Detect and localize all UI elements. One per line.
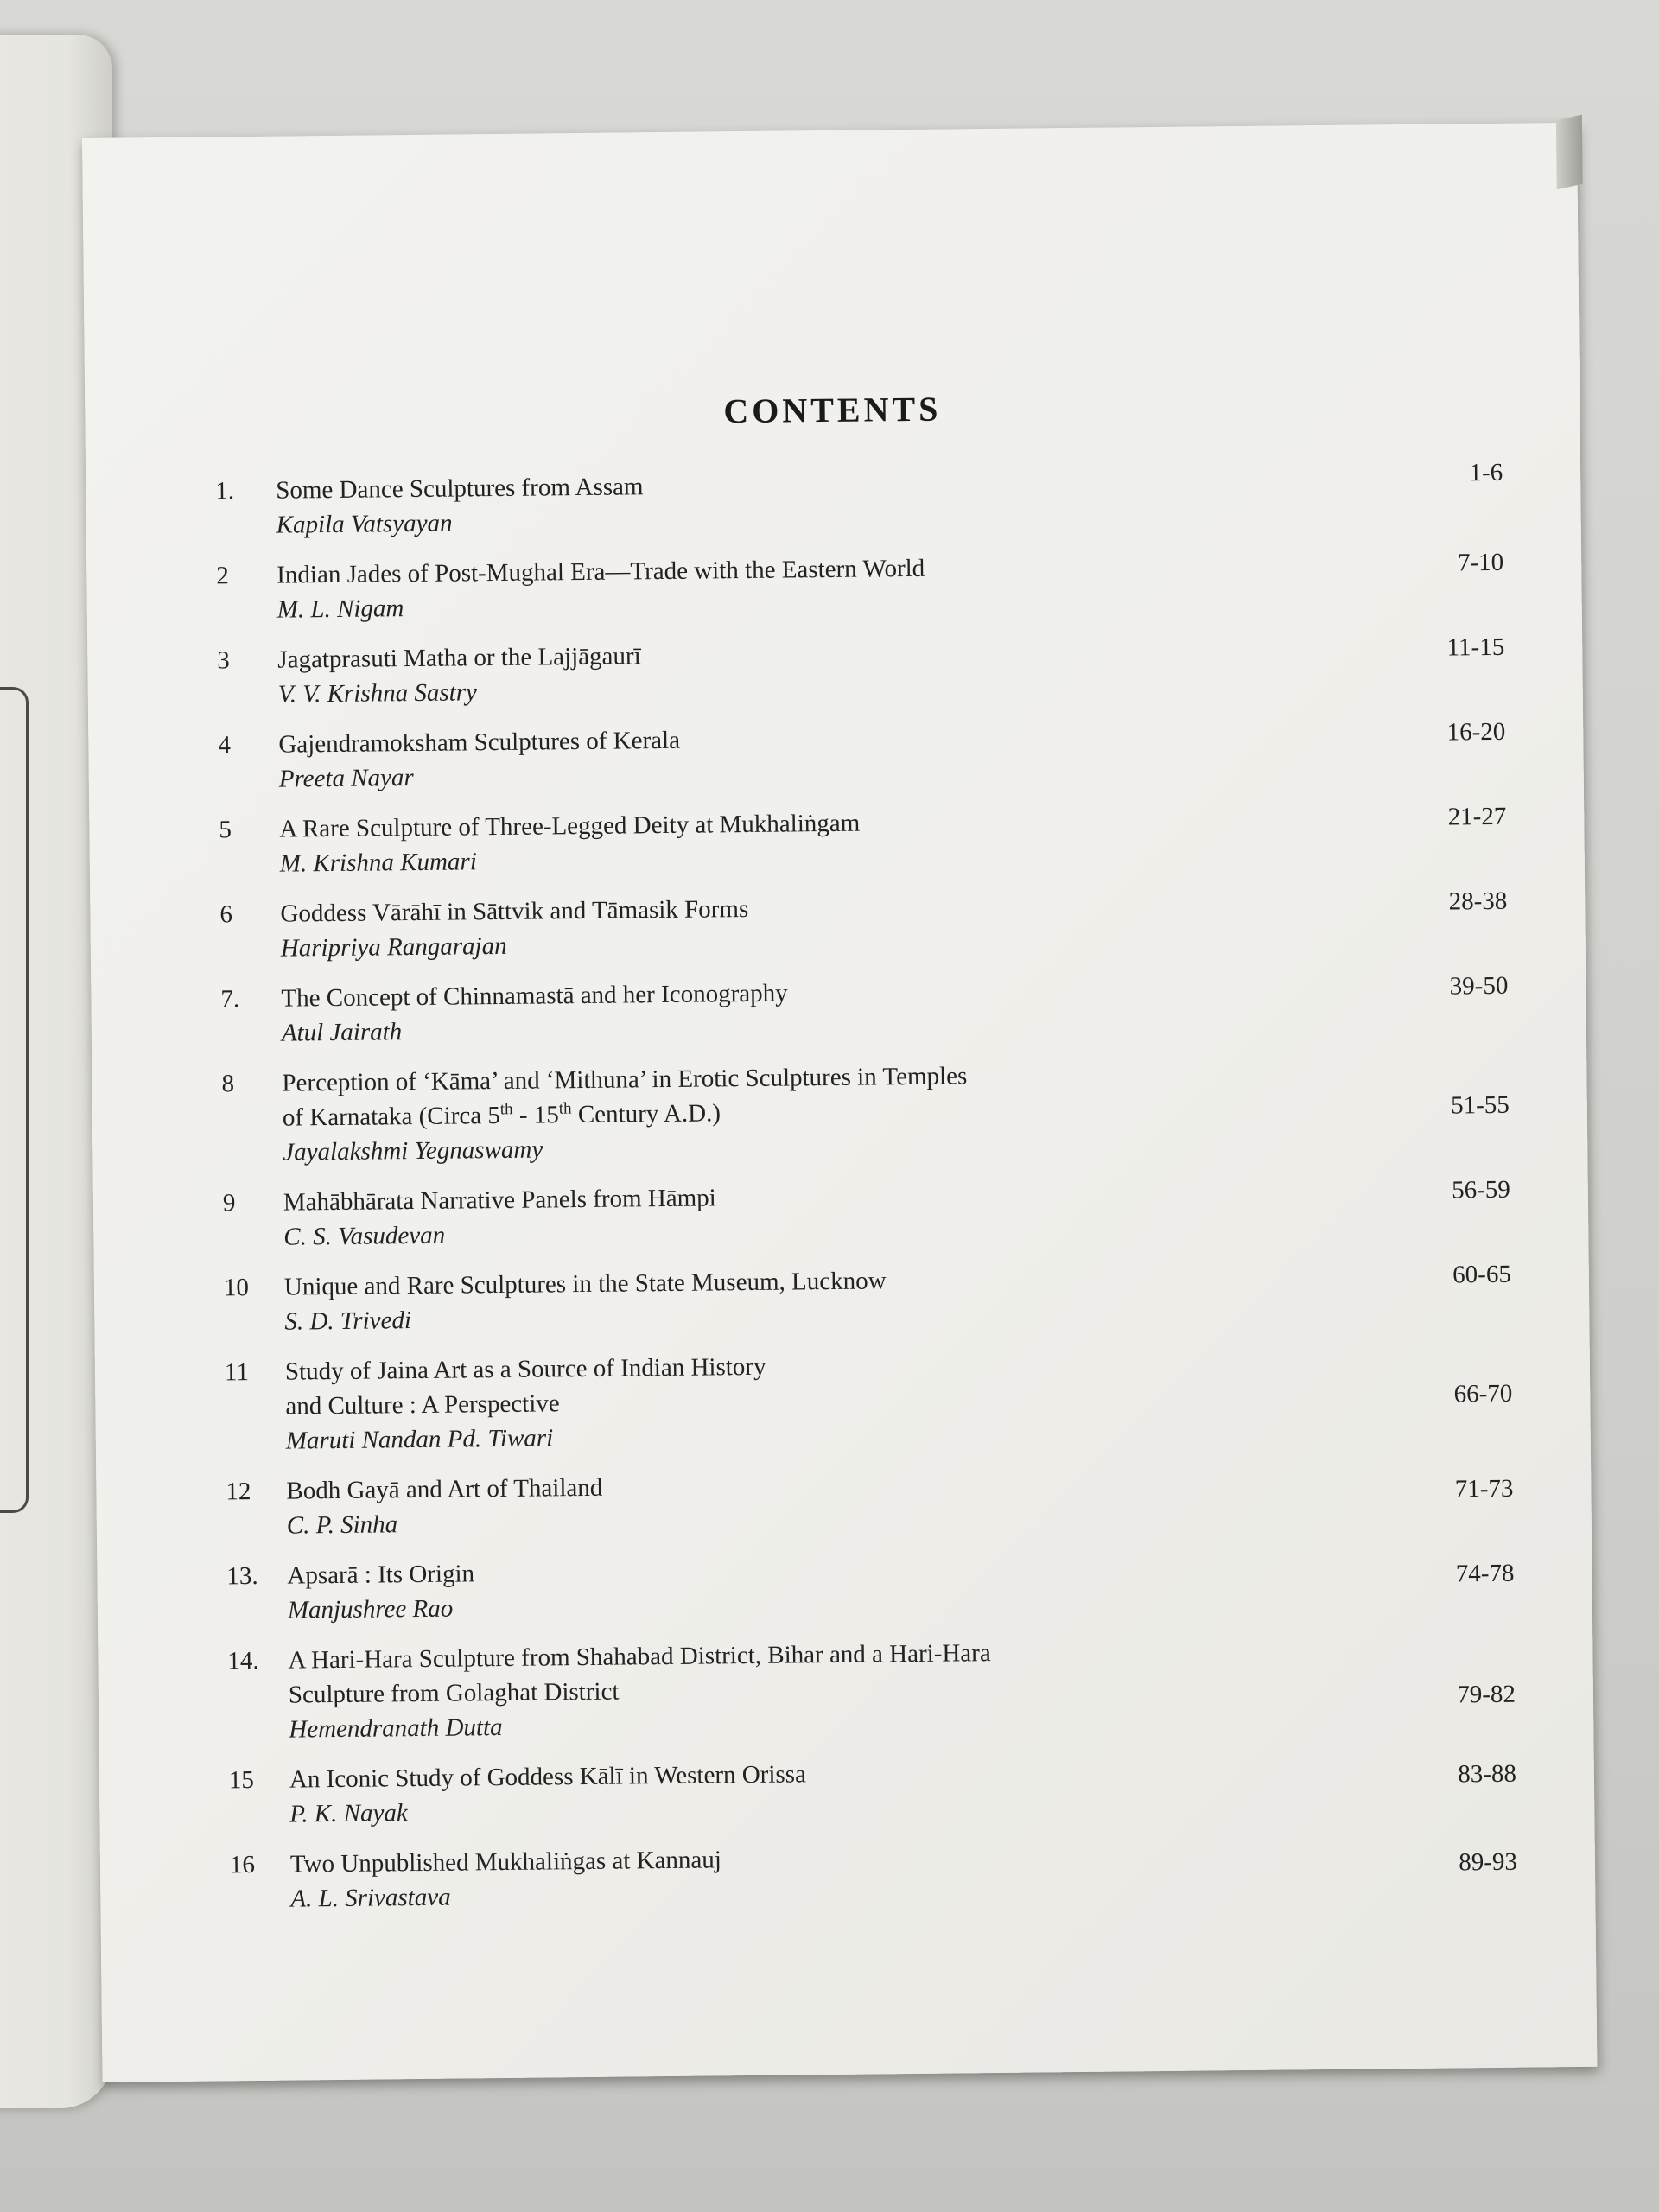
entry-pages: 16-20: [1446, 717, 1506, 747]
toc-entry: [220, 969, 1509, 1047]
entry-pages: 11-15: [1446, 632, 1505, 662]
entry-number: 8: [221, 1070, 235, 1098]
entry-number: 16: [229, 1851, 256, 1879]
entry-number: 5: [219, 816, 232, 844]
toc-entry: [226, 1546, 1515, 1624]
toc-entry: [218, 715, 1506, 793]
entry-number: 14.: [227, 1646, 259, 1675]
entry-pages: 83-88: [1458, 1759, 1517, 1789]
entry-title-line2: and Culture : A Perspective: [285, 1389, 560, 1421]
entry-author: Manjushree Rao: [287, 1594, 454, 1624]
entry-number: 12: [226, 1478, 251, 1506]
entry-pages: 71-73: [1454, 1474, 1514, 1503]
entry-pages: 60-65: [1452, 1260, 1512, 1289]
entry-title: Perception of ‘Kāma’ and ‘Mithuna’ in Erotic Sculptures in Temples: [282, 1062, 968, 1097]
entry-author: M. Krishna Kumari: [279, 848, 477, 878]
entry-title: Indian Jades of Post-Mughal Era—Trade with the Eastern World: [276, 554, 925, 589]
entry-number: 6: [219, 900, 233, 929]
toc-entry: [219, 884, 1508, 963]
entry-author: S. D. Trivedi: [284, 1306, 412, 1336]
entry-title: Goddess Vārāhī in Sāttvik and Tāmasik Forms: [280, 894, 749, 928]
entry-title: Bodh Gayā and Art of Thailand: [286, 1473, 603, 1505]
entry-title-line2: of Karnataka (Circa 5th - 15th Century A.D.): [282, 1099, 721, 1132]
entry-title: Some Dance Sculptures from Assam: [276, 473, 644, 505]
toc-entry: [217, 630, 1505, 709]
toc-entry: [224, 1342, 1513, 1455]
entry-author: Preeta Nayar: [278, 764, 414, 793]
entry-pages: 56-59: [1451, 1175, 1510, 1205]
toc-entry: [228, 1750, 1517, 1828]
toc-entry: [216, 545, 1504, 624]
toc-entry: [221, 1053, 1510, 1166]
entry-author: Maruti Nandan Pd. Tiwari: [285, 1424, 554, 1455]
entry-title: A Hari-Hara Sculpture from Shahabad District, Bihar and a Hari-Hara: [288, 1639, 991, 1675]
entry-title: Apsarā : Its Origin: [287, 1560, 475, 1590]
entry-title: Two Unpublished Mukhaliṅgas at Kannauj: [289, 1846, 722, 1878]
page-curl: [1556, 115, 1583, 190]
entry-pages: 74-78: [1455, 1559, 1515, 1588]
entry-title-line2: Sculpture from Golaghat District: [288, 1677, 620, 1709]
entry-author: Hemendranath Dutta: [289, 1713, 503, 1744]
page-title: CONTENTS: [723, 389, 942, 431]
entry-pages: 1-6: [1469, 458, 1503, 487]
entry-number: 9: [222, 1189, 236, 1217]
entry-author: M. L. Nigam: [276, 594, 404, 624]
entry-pages: 51-55: [1450, 1090, 1510, 1120]
toc-entry: [229, 1834, 1518, 1913]
entry-number: 4: [218, 731, 232, 760]
entry-title: Mahābhārata Narrative Panels from Hāmpi: [283, 1184, 716, 1217]
entry-number: 11: [224, 1358, 250, 1387]
entry-author: P. K. Nayak: [289, 1799, 408, 1828]
entry-title: Jagatprasuti Matha or the Lajjāgaurī: [277, 642, 641, 674]
entry-pages: 66-70: [1453, 1379, 1513, 1408]
entry-title: Unique and Rare Sculptures in the State Museum, Lucknow: [283, 1267, 887, 1301]
entry-author: A. L. Srivastava: [290, 1883, 451, 1913]
entry-author: Atul Jairath: [281, 1018, 403, 1047]
entry-pages: 79-82: [1457, 1680, 1516, 1709]
entry-number: 2: [216, 562, 229, 590]
entry-title: The Concept of Chinnamastā and her Iconography: [281, 979, 788, 1013]
toc-entry: [219, 799, 1507, 878]
entry-author: Kapila Vatsyayan: [276, 509, 453, 539]
entry-author: Haripriya Rangarajan: [280, 931, 507, 963]
entry-pages: 89-93: [1459, 1847, 1518, 1877]
entry-author: C. P. Sinha: [286, 1510, 398, 1540]
entry-author: V. V. Krishna Sastry: [277, 678, 478, 709]
entry-number: 1.: [215, 477, 235, 505]
toc-entry: [222, 1173, 1510, 1251]
entry-title: Gajendramoksham Sculptures of Kerala: [278, 726, 681, 759]
entry-pages: 28-38: [1448, 887, 1508, 916]
entry-number: 3: [217, 646, 231, 675]
facing-page-tab: [0, 687, 29, 1513]
entry-title: Study of Jaina Art as a Source of Indian History: [284, 1352, 766, 1386]
entry-title: An Iconic Study of Goddess Kālī in Western Orissa: [289, 1760, 807, 1794]
entry-pages: 39-50: [1449, 971, 1509, 1001]
entry-number: 10: [223, 1274, 250, 1302]
contents-page: [82, 123, 1597, 2082]
entry-author: Jayalakshmi Yegnaswamy: [283, 1135, 543, 1166]
toc-entry: [223, 1257, 1512, 1336]
toc-entry: [215, 458, 1503, 539]
entry-pages: 21-27: [1447, 802, 1507, 831]
toc-entry: [227, 1630, 1516, 1744]
entry-author: C. S. Vasudevan: [283, 1221, 446, 1251]
entry-number: 15: [228, 1766, 255, 1795]
entry-pages: 7-10: [1457, 548, 1504, 577]
entry-title: A Rare Sculpture of Three-Legged Deity at Mukhaliṅgam: [279, 809, 861, 843]
toc-entry: [226, 1461, 1514, 1540]
entry-number: 7.: [220, 985, 240, 1014]
entry-number: 13.: [226, 1561, 258, 1591]
